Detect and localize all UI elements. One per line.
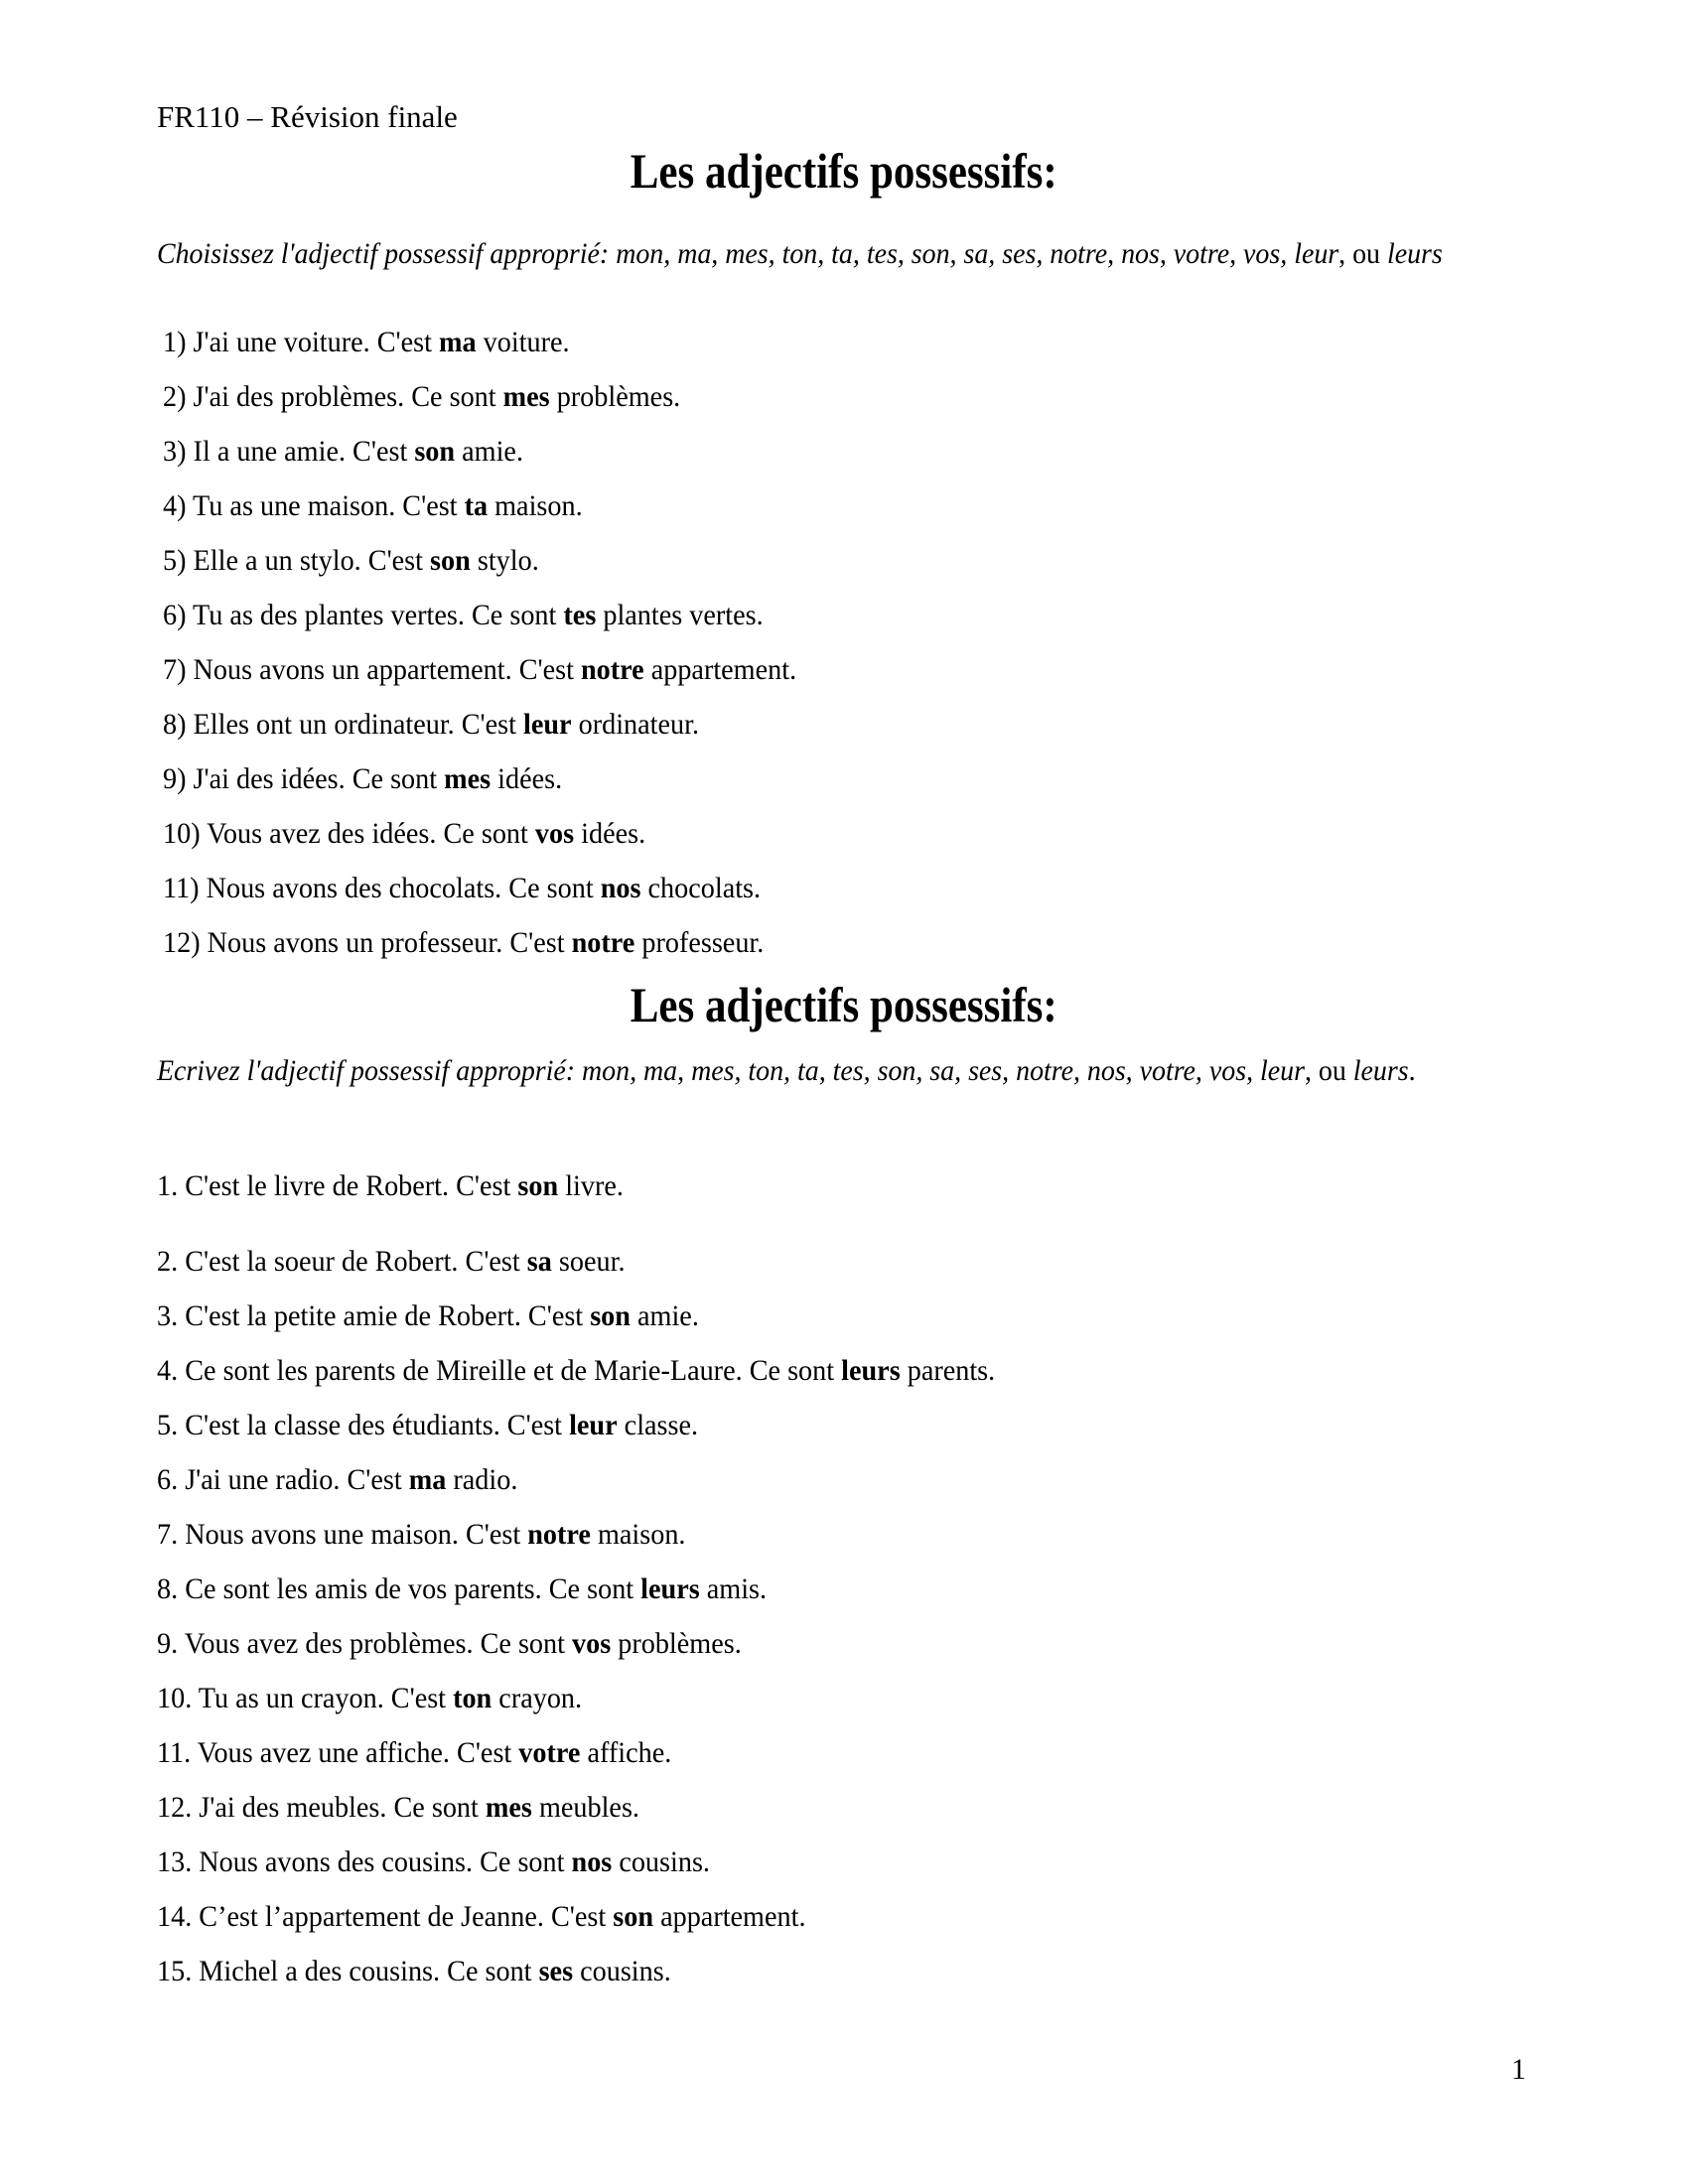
exercise-item <box>157 1244 625 1280</box>
item-answer: nos <box>571 1845 613 1878</box>
item-prompt: Tu as une maison. C'est <box>193 489 465 522</box>
item-answer: son <box>613 1900 654 1933</box>
section1-title: Les adjectifs possessifs: <box>630 143 1057 199</box>
item-answer: son <box>430 544 471 577</box>
item-prompt: Ce sont les amis de vos parents. Ce sont <box>185 1572 641 1605</box>
item-answer: leurs <box>841 1354 901 1387</box>
item-rest: livre. <box>558 1169 624 1202</box>
item-prompt: Vous avez des idées. Ce sont <box>207 817 535 850</box>
item-prompt: J'ai une radio. C'est <box>185 1463 409 1496</box>
item-rest: problèmes. <box>549 380 681 413</box>
item-answer: notre <box>571 926 635 959</box>
item-answer: sa <box>526 1245 552 1278</box>
item-number: 2) <box>163 380 187 413</box>
item-rest: idées. <box>574 817 646 850</box>
item-rest: problèmes. <box>611 1627 742 1660</box>
exercise-item <box>157 1681 582 1716</box>
item-number: 11. <box>157 1736 192 1769</box>
instructions-suffix: . <box>1408 1054 1416 1087</box>
item-answer: ma <box>439 326 477 358</box>
word-ou: , ou <box>1338 237 1387 270</box>
document-header: FR110 – Révision finale <box>157 99 458 134</box>
exercise-item <box>157 1353 995 1389</box>
item-answer: leur <box>523 708 572 741</box>
exercise-item <box>157 1517 685 1553</box>
item-answer: mes <box>444 762 492 795</box>
item-answer: notre <box>527 1518 591 1551</box>
item-rest: ordinateur. <box>571 708 700 741</box>
item-prompt: Vous avez des problèmes. Ce sont <box>184 1627 573 1660</box>
item-rest: professeur. <box>634 926 765 959</box>
item-prompt: Elles ont un ordinateur. C'est <box>193 708 524 741</box>
item-rest: amis. <box>699 1572 768 1605</box>
item-prompt: Michel a des cousins. Ce sont <box>199 1955 539 1987</box>
item-number: 15. <box>157 1955 193 1987</box>
item-prompt: C'est la petite amie de Robert. C'est <box>185 1299 591 1332</box>
exercise-item <box>163 871 761 906</box>
page-number: 1 <box>1511 2053 1526 2086</box>
exercise-item <box>163 816 645 852</box>
item-prompt: Nous avons un appartement. C'est <box>193 653 581 686</box>
item-answer: ton <box>453 1682 492 1714</box>
item-number: 8. <box>157 1572 179 1605</box>
item-answer: son <box>517 1169 559 1202</box>
item-prompt: Nous avons des chocolats. Ce sont <box>206 872 601 904</box>
item-prompt: Nous avons un professeur. C'est <box>207 926 572 959</box>
item-number: 11) <box>163 872 200 904</box>
exercise-item <box>157 1899 806 1935</box>
item-rest: appartement. <box>643 653 797 686</box>
section1-instructions <box>157 236 1519 271</box>
item-number: 12. <box>157 1791 193 1824</box>
exercise-item <box>157 1462 517 1498</box>
exercise-item <box>163 598 764 633</box>
item-answer: vos <box>534 817 575 850</box>
item-prompt: J'ai une voiture. C'est <box>193 326 440 358</box>
item-rest: radio. <box>446 1463 518 1496</box>
item-answer: ses <box>538 1955 574 1987</box>
item-number: 1) <box>163 326 187 358</box>
item-rest: soeur. <box>551 1245 626 1278</box>
item-number: 4. <box>157 1354 179 1387</box>
item-number: 9) <box>163 762 187 795</box>
exercise-item <box>157 1298 699 1334</box>
exercise-item <box>157 1954 671 1989</box>
item-prompt: Nous avons des cousins. Ce sont <box>199 1845 572 1878</box>
item-answer: nos <box>600 872 641 904</box>
item-number: 5. <box>157 1409 179 1441</box>
item-answer: votre <box>518 1736 581 1769</box>
item-prompt: C'est le livre de Robert. C'est <box>185 1169 518 1202</box>
item-number: 7) <box>163 653 187 686</box>
item-rest: maison. <box>590 1518 686 1551</box>
section2-instructions-prefix: Ecrivez l'adjectif possessif approprié: mon, ma, mes, ton, ta, tes, son, sa, ses, notre, nos, votre, vos, <box>157 1054 1261 1087</box>
item-rest: maison. <box>488 489 583 522</box>
item-answer: son <box>414 435 456 468</box>
section1-instructions-prefix: Choisissez l'adjectif possessif approprié: mon, ma, mes, ton, ta, tes, son, sa, ses, notre, nos, votre, vos, <box>157 237 1295 270</box>
word-leurs: leurs <box>1386 237 1443 270</box>
item-number: 3) <box>163 435 187 468</box>
exercise-item <box>163 543 539 579</box>
exercise-item <box>157 1844 710 1880</box>
word-leur: leur <box>1260 1054 1305 1087</box>
item-prompt: C'est la soeur de Robert. C'est <box>185 1245 527 1278</box>
item-answer: vos <box>572 1627 612 1660</box>
item-rest: chocolats. <box>640 872 762 904</box>
item-rest: affiche. <box>580 1736 672 1769</box>
item-prompt: Tu as des plantes vertes. Ce sont <box>193 599 564 631</box>
exercise-item <box>163 434 523 470</box>
item-prompt: Vous avez une affiche. C'est <box>197 1736 519 1769</box>
item-answer: ta <box>464 489 489 522</box>
item-answer: mes <box>502 380 550 413</box>
word-leur: leur <box>1294 237 1339 270</box>
item-answer: leurs <box>640 1572 700 1605</box>
item-prompt: Nous avons une maison. C'est <box>185 1518 528 1551</box>
item-answer: notre <box>580 653 644 686</box>
exercise-item <box>163 652 796 688</box>
item-rest: meubles. <box>531 1791 639 1824</box>
item-answer: tes <box>563 599 597 631</box>
item-rest: parents. <box>900 1354 996 1387</box>
item-rest: appartement. <box>653 1900 806 1933</box>
item-rest: crayon. <box>492 1682 583 1714</box>
item-number: 7. <box>157 1518 179 1551</box>
item-rest: amie. <box>455 435 524 468</box>
item-prompt: Elle a un stylo. C'est <box>193 544 431 577</box>
item-number: 5) <box>163 544 187 577</box>
item-answer: mes <box>485 1791 532 1824</box>
item-rest: stylo. <box>470 544 539 577</box>
exercise-item <box>163 761 562 797</box>
exercise-item <box>157 1790 639 1826</box>
item-answer: ma <box>408 1463 447 1496</box>
section2-title: Les adjectifs possessifs: <box>630 977 1057 1032</box>
item-rest: cousins. <box>573 1955 671 1987</box>
section2-instructions <box>157 1053 1519 1088</box>
exercise-item <box>157 1408 698 1443</box>
word-leurs: leurs <box>1352 1054 1409 1087</box>
item-prompt: J'ai des problèmes. Ce sont <box>193 380 503 413</box>
item-rest: amie. <box>630 1299 699 1332</box>
item-rest: classe. <box>617 1409 699 1441</box>
item-number: 10) <box>163 817 201 850</box>
item-rest: voiture. <box>476 326 570 358</box>
item-number: 2. <box>157 1245 179 1278</box>
item-rest: cousins. <box>612 1845 710 1878</box>
exercise-item <box>163 707 699 743</box>
exercise-item <box>163 379 680 415</box>
item-answer: leur <box>569 1409 618 1441</box>
item-prompt: Tu as un crayon. C'est <box>198 1682 454 1714</box>
exercise-item <box>163 325 570 360</box>
item-number: 8) <box>163 708 187 741</box>
item-number: 10. <box>157 1682 193 1714</box>
item-number: 14. <box>157 1900 193 1933</box>
item-prompt: J'ai des meubles. Ce sont <box>199 1791 486 1824</box>
item-rest: plantes vertes. <box>596 599 764 631</box>
item-number: 6. <box>157 1463 179 1496</box>
exercise-item <box>157 1735 671 1771</box>
item-number: 13. <box>157 1845 193 1878</box>
item-prompt: J'ai des idées. Ce sont <box>193 762 445 795</box>
item-number: 12) <box>163 926 201 959</box>
item-number: 3. <box>157 1299 179 1332</box>
item-number: 9. <box>157 1627 179 1660</box>
exercise-item <box>163 488 583 524</box>
item-prompt: C'est la classe des étudiants. C'est <box>185 1409 570 1441</box>
item-number: 4) <box>163 489 187 522</box>
item-prompt: C’est l’appartement de Jeanne. C'est <box>199 1900 614 1933</box>
item-prompt: Ce sont les parents de Mireille et de Marie-Laure. Ce sont <box>185 1354 842 1387</box>
item-answer: son <box>590 1299 631 1332</box>
exercise-item <box>157 1626 742 1662</box>
item-number: 6) <box>163 599 187 631</box>
exercise-item <box>157 1571 767 1607</box>
item-prompt: Il a une amie. C'est <box>193 435 415 468</box>
exercise-item <box>163 925 764 961</box>
word-ou: , ou <box>1304 1054 1353 1087</box>
item-number: 1. <box>157 1169 179 1202</box>
item-rest: idées. <box>491 762 563 795</box>
exercise-item <box>157 1168 624 1204</box>
